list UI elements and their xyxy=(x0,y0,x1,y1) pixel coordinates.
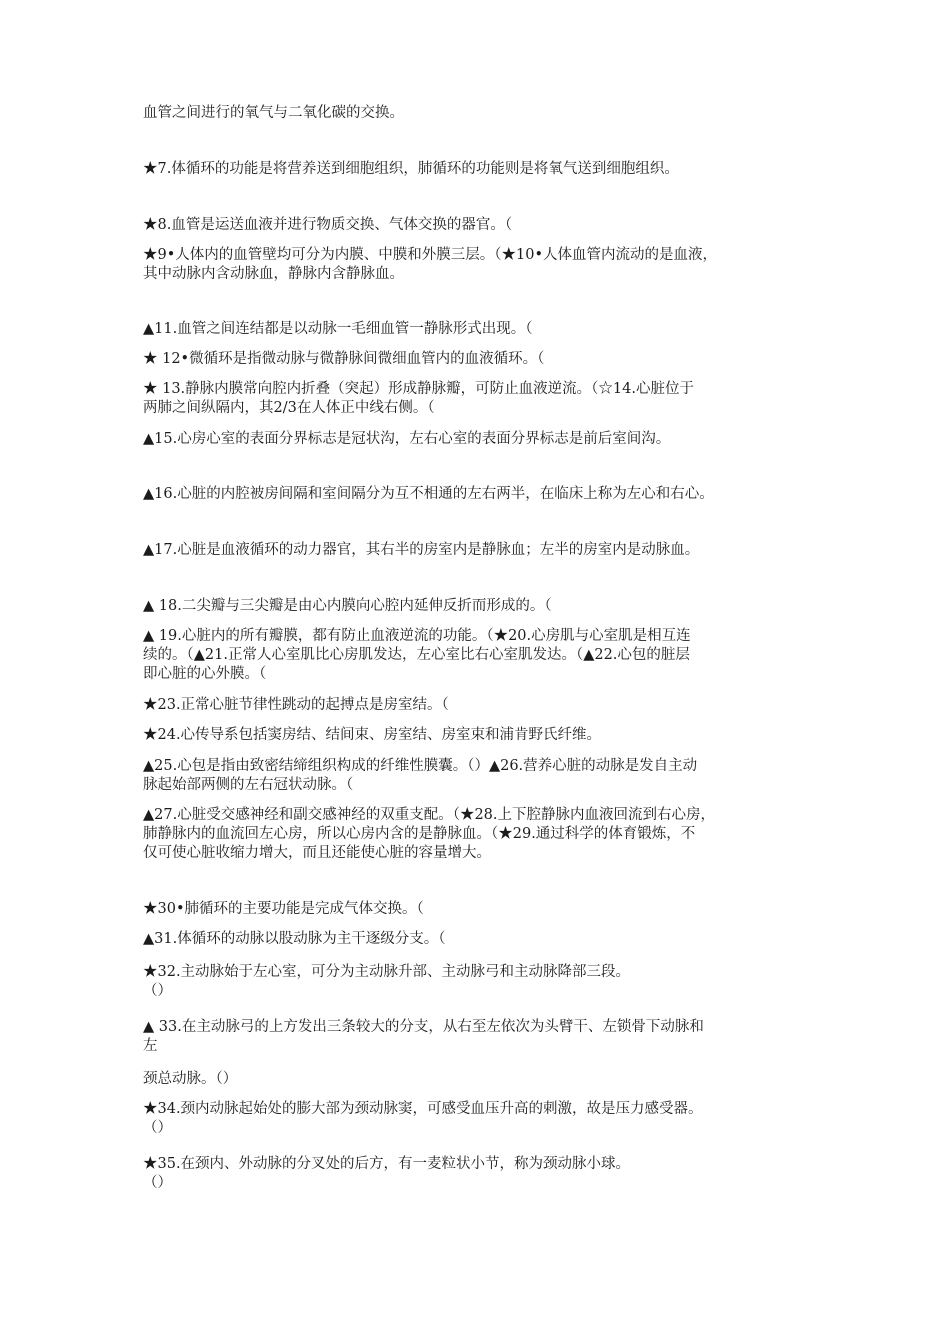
item-11: ▲11.血管之间连结都是以动脉一毛细血管一静脉形式出现。（ xyxy=(143,321,533,337)
item-34: ★34.颈内动脉起始处的膨大部为颈动脉窦，可感受血压升高的刺激，故是压力感受器。 （） xyxy=(143,1101,703,1136)
item-33-continuation: 颈总动脉。（） xyxy=(143,1071,238,1087)
item-19-22: ▲ 19.心脏内的所有瓣膜，都有防止血液逆流的功能。（★20.心房肌与心室肌是相互连 续的。（▲21.正常人心室肌比心房肌发达，左心室比右心室肌发达。（▲22.心包的脏层 即心脏的心外膜。（ xyxy=(143,628,691,682)
item-30: ★30•肺循环的主要功能是完成气体交换。（ xyxy=(143,901,424,917)
item-7: ★7.体循环的功能是将营养送到细胞组织，肺循环的功能则是将氧气送到细胞组织。 xyxy=(143,161,679,177)
item-31: ▲31.体循环的动脉以股动脉为主干逐级分支。（ xyxy=(143,931,446,947)
item-25-26: ▲25.心包是指由致密结缔组织构成的纤维性膜囊。（）▲26.营养心脏的动脉是发自主动 脉起始部两侧的左右冠状动脉。（ xyxy=(143,758,698,793)
item-35: ★35.在颈内、外动脉的分叉处的后方，有一麦粒状小节，称为颈动脉小球。 （） xyxy=(143,1156,631,1191)
paragraph-continuation: 血管之间进行的氧气与二氧化碳的交换。 xyxy=(143,105,404,121)
item-16: ▲16.心脏的内腔被房间隔和室间隔分为互不相通的左右两半，在临床上称为左心和右心。 xyxy=(143,486,714,502)
item-24: ★24.心传导系包括窦房结、结间束、房室结、房室束和浦肯野氏纤维。 xyxy=(143,727,602,743)
item-27-29: ▲27.心脏受交感神经和副交感神经的双重支配。（★28.上下腔静脉内血液回流到右心房， 肺静脉内的血流回左心房，所以心房内含的是静脉血。（★29.通过科学的体育锻炼，不 仅可使心脏收缩力增大，而且还能使心脏的容量增大。 xyxy=(143,807,716,861)
item-12: ★ 12•微循环是指微动脉与微静脉间微细血管内的血液循环。（ xyxy=(143,351,545,367)
item-9-10: ★9•人体内的血管壁均可分为内膜、中膜和外膜三层。（★10•人体血管内流动的是血液， 其中动脉内含动脉血，静脉内含静脉血。 xyxy=(143,247,718,282)
item-15: ▲15.心房心室的表面分界标志是冠状沟，左右心室的表面分界标志是前后室间沟。 xyxy=(143,431,671,447)
item-23: ★23.正常心脏节律性跳动的起搏点是房室结。（ xyxy=(143,697,449,713)
item-13-14: ★ 13.静脉内膜常向腔内折叠（突起）形成静脉瓣，可防止血液逆流。（☆14.心脏位于 两肺之间纵隔内，其2/3在人体正中线右侧。（ xyxy=(143,381,694,416)
item-17: ▲17.心脏是血液循环的动力器官，其右半的房室内是静脉血；左半的房室内是动脉血。 xyxy=(143,542,700,558)
item-32: ★32.主动脉始于左心室，可分为主动脉升部、主动脉弓和主动脉降部三段。 （） xyxy=(143,964,631,999)
document-page xyxy=(143,0,813,1344)
item-8: ★8.血管是运送血液并进行物质交换、气体交换的器官。（ xyxy=(143,217,513,233)
item-33: ▲ 33.在主动脉弓的上方发出三条较大的分支，从右至左依次为头臂干、左锁骨下动脉和 左 xyxy=(143,1019,704,1054)
item-18: ▲ 18.二尖瓣与三尖瓣是由心内膜向心腔内延伸反折而形成的。（ xyxy=(143,598,552,614)
